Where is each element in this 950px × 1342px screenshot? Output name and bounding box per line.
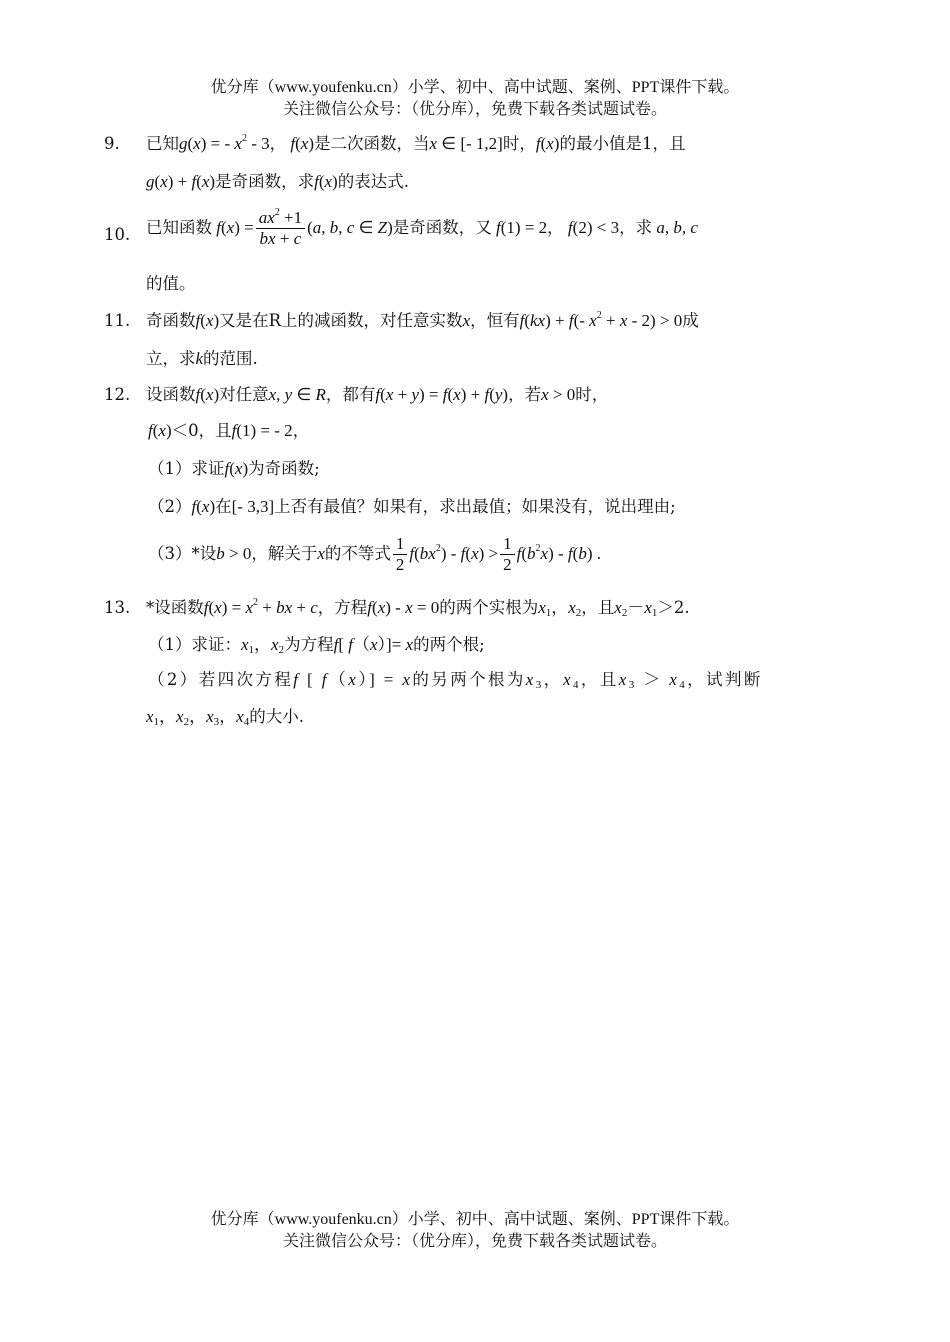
problem-12-part-3: （3）*设b > 0，解关于x的不等式 $\frac{1}{2}$ $f(bx^2) - f(x)$ > $\frac{1}{2}$ $f(b^2x) - f(b)$ . — [148, 534, 601, 574]
half-fraction-2: $\frac{1}{2}$ — [500, 534, 515, 575]
footer-line-2: 关注微信公众号：（优分库），免费下载各类试题试卷。 — [282, 1233, 667, 1250]
problem-12-part-1: （1）求证f(x)为奇函数; — [148, 459, 320, 478]
problem-12-number: 12. — [104, 385, 131, 404]
problem-10-number: 10. — [104, 225, 131, 244]
problem-13-line-last: $x_1$，$x_2$，$x_3$，$x_4$的大小. — [146, 707, 304, 728]
problem-12-line-1: 设函数f(x)对任意x, y ∈ R，都有f(x + y) = f(x) + f(y)，若x > 0时， — [146, 385, 609, 404]
footer-line-1: 优分库（www.youfenku.cn）小学、初中、高中试题、案例、PPT课件下载。 — [210, 1211, 740, 1228]
problem-9-line-2: g(x) + f(x)是奇函数，求f(x)的表达式. — [146, 172, 409, 191]
problem-13-part-1: （1）求证：$x_1$，$x_2$为方程f[ f（x）]= x的两个根; — [148, 635, 485, 656]
problem-13-number: 13. — [104, 598, 131, 617]
problem-10-line-2: 的值。 — [146, 274, 196, 293]
problem-12-part-2: （2）f(x)在[- 3,3]上否有最值？如果有，求出最值；如果没有，说出理由; — [148, 497, 676, 516]
problem-9-number: 9. — [104, 134, 120, 153]
problem-11-line-1: 奇函数f(x)又是在R上的减函数，对任意实数x，恒有f(kx) + f(- $x^2 + x - 2) > 0$成 — [146, 310, 699, 330]
header-line-2: 关注微信公众号：（优分库），免费下载各类试题试卷。 — [282, 101, 667, 118]
problem-10-fraction: $\frac{ax^2 +1}{bx + c}$ — [256, 208, 305, 249]
problem-9-line-1: 已知g(x) = - $x^2 - 3$， f(x)是二次函数，当x ∈ [- 1,2]时，f(x)的最小值是1，且 — [146, 133, 686, 153]
problem-11-line-2: 立，求k的范围. — [146, 349, 258, 368]
problem-12-line-2: f(x)＜0，且f(1) = - 2， — [148, 421, 310, 440]
header-line-1: 优分库（www.youfenku.cn）小学、初中、高中试题、案例、PPT课件下载。 — [210, 79, 740, 96]
problem-13-line-1: *设函数$f(x) = x^2$ + bx + c，方程f(x) - x = 0的两个实根为$x_1$，$x_2$，且$x_2-x_1>2$. — [146, 597, 690, 619]
problem-13-part-2: （2）若四次方程f [ f（x）] = x的另两个根为$x_3$，$x_4$，且$x_3 > x_4$，试判断 — [148, 670, 763, 691]
problem-11-number: 11. — [104, 311, 131, 330]
problem-10-line-1: 已知函数 f(x) = $\frac{ax^2 +1}{bx + c}$ (a, b, c ∈ Z)是奇函数，又 f(1) = 2， f(2) < 3，求 a, b, c — [146, 207, 698, 248]
half-fraction-1: $\frac{1}{2}$ — [393, 534, 408, 575]
